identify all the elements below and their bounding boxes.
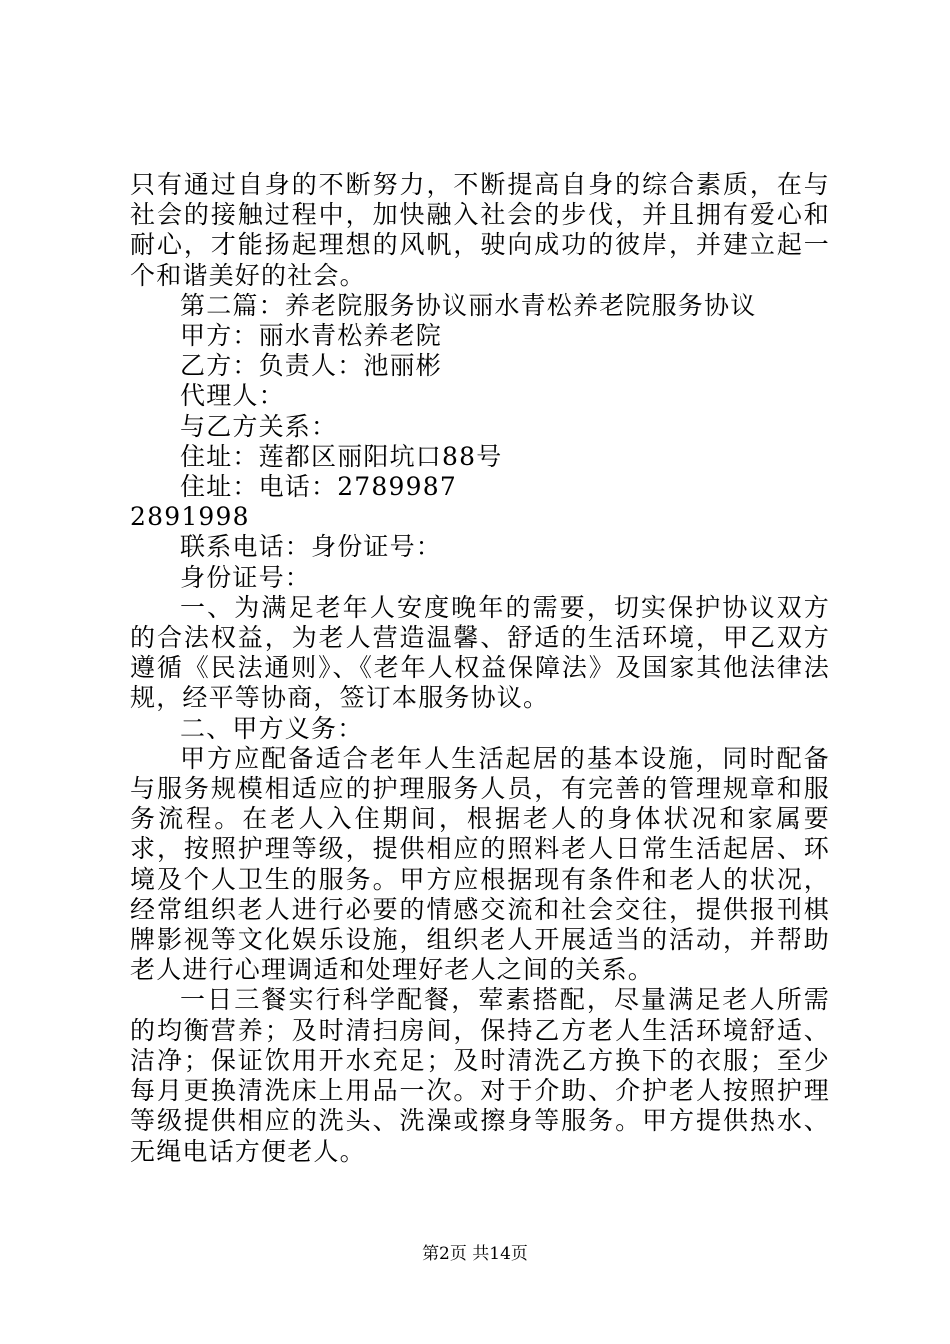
relation-line: 与乙方关系： (180, 411, 338, 441)
document-body (130, 170, 830, 1167)
meals-paragraph: 一日三餐实行科学配餐，荤素搭配，尽量满足老人所需的均衡营养；及时清扫房间，保持乙方老人生活环境舒适、洁净；保证饮用开水充足；及时清洗乙方换下的衣服；至少每月更换清洗床上用品一次。对于介助、介护老人按照护理等级提供相应的洗头、洗澡或擦身等服务。甲方提供热水、无绳电话方便老人。 (130, 985, 830, 1166)
page-footer: 第2页 共14页 (422, 1244, 528, 1264)
clause-one: 一、为满足老年人安度晚年的需要，切实保护协议双方的合法权益，为老人营造温馨、舒适的生活环境，甲乙双方遵循《民法通则》、《老年人权益保障法》及国家其他法律法规，经平等协商，签订本服务协议。 (130, 592, 830, 713)
clause-two-body: 甲方应配备适合老年人生活起居的基本设施，同时配备与服务规模相适应的护理服务人员，有完善的管理规章和服务流程。在老人入住期间，根据老人的身体状况和家属要求，按照护理等级，提供相应的照料老人日常生活起居、环境及个人卫生的服务。甲方应根据现有条件和老人的状况，经常组织老人进行必要的情感交流和社会交往，提供报刊棋牌影视等文化娱乐设施，组织老人开展适当的活动，并帮助老人进行心理调适和处理好老人之间的关系。 (130, 743, 830, 985)
party-b-line: 乙方：负责人：池丽彬 (180, 351, 443, 381)
phone-number-line: 2891998 (130, 502, 250, 532)
contact-phone-line: 联系电话：身份证号： (180, 532, 443, 562)
section-heading: 第二篇：养老院服务协议丽水青松养老院服务协议 (180, 290, 757, 320)
party-a-line: 甲方：丽水青松养老院 (180, 321, 443, 351)
agent-line: 代理人： (180, 381, 285, 411)
address-phone-line: 住址：电话：2789987 (180, 472, 457, 502)
clause-two-heading: 二、甲方义务： (180, 713, 364, 743)
id-number-line: 身份证号： (180, 562, 312, 592)
address-line: 住址：莲都区丽阳坑口88号 (180, 441, 503, 471)
paragraph-intro: 只有通过自身的不断努力，不断提高自身的综合素质，在与社会的接触过程中，加快融入社会的步伐，并且拥有爱心和耐心，才能扬起理想的风帆，驶向成功的彼岸，并建立起一个和谐美好的社会。 (130, 170, 830, 290)
